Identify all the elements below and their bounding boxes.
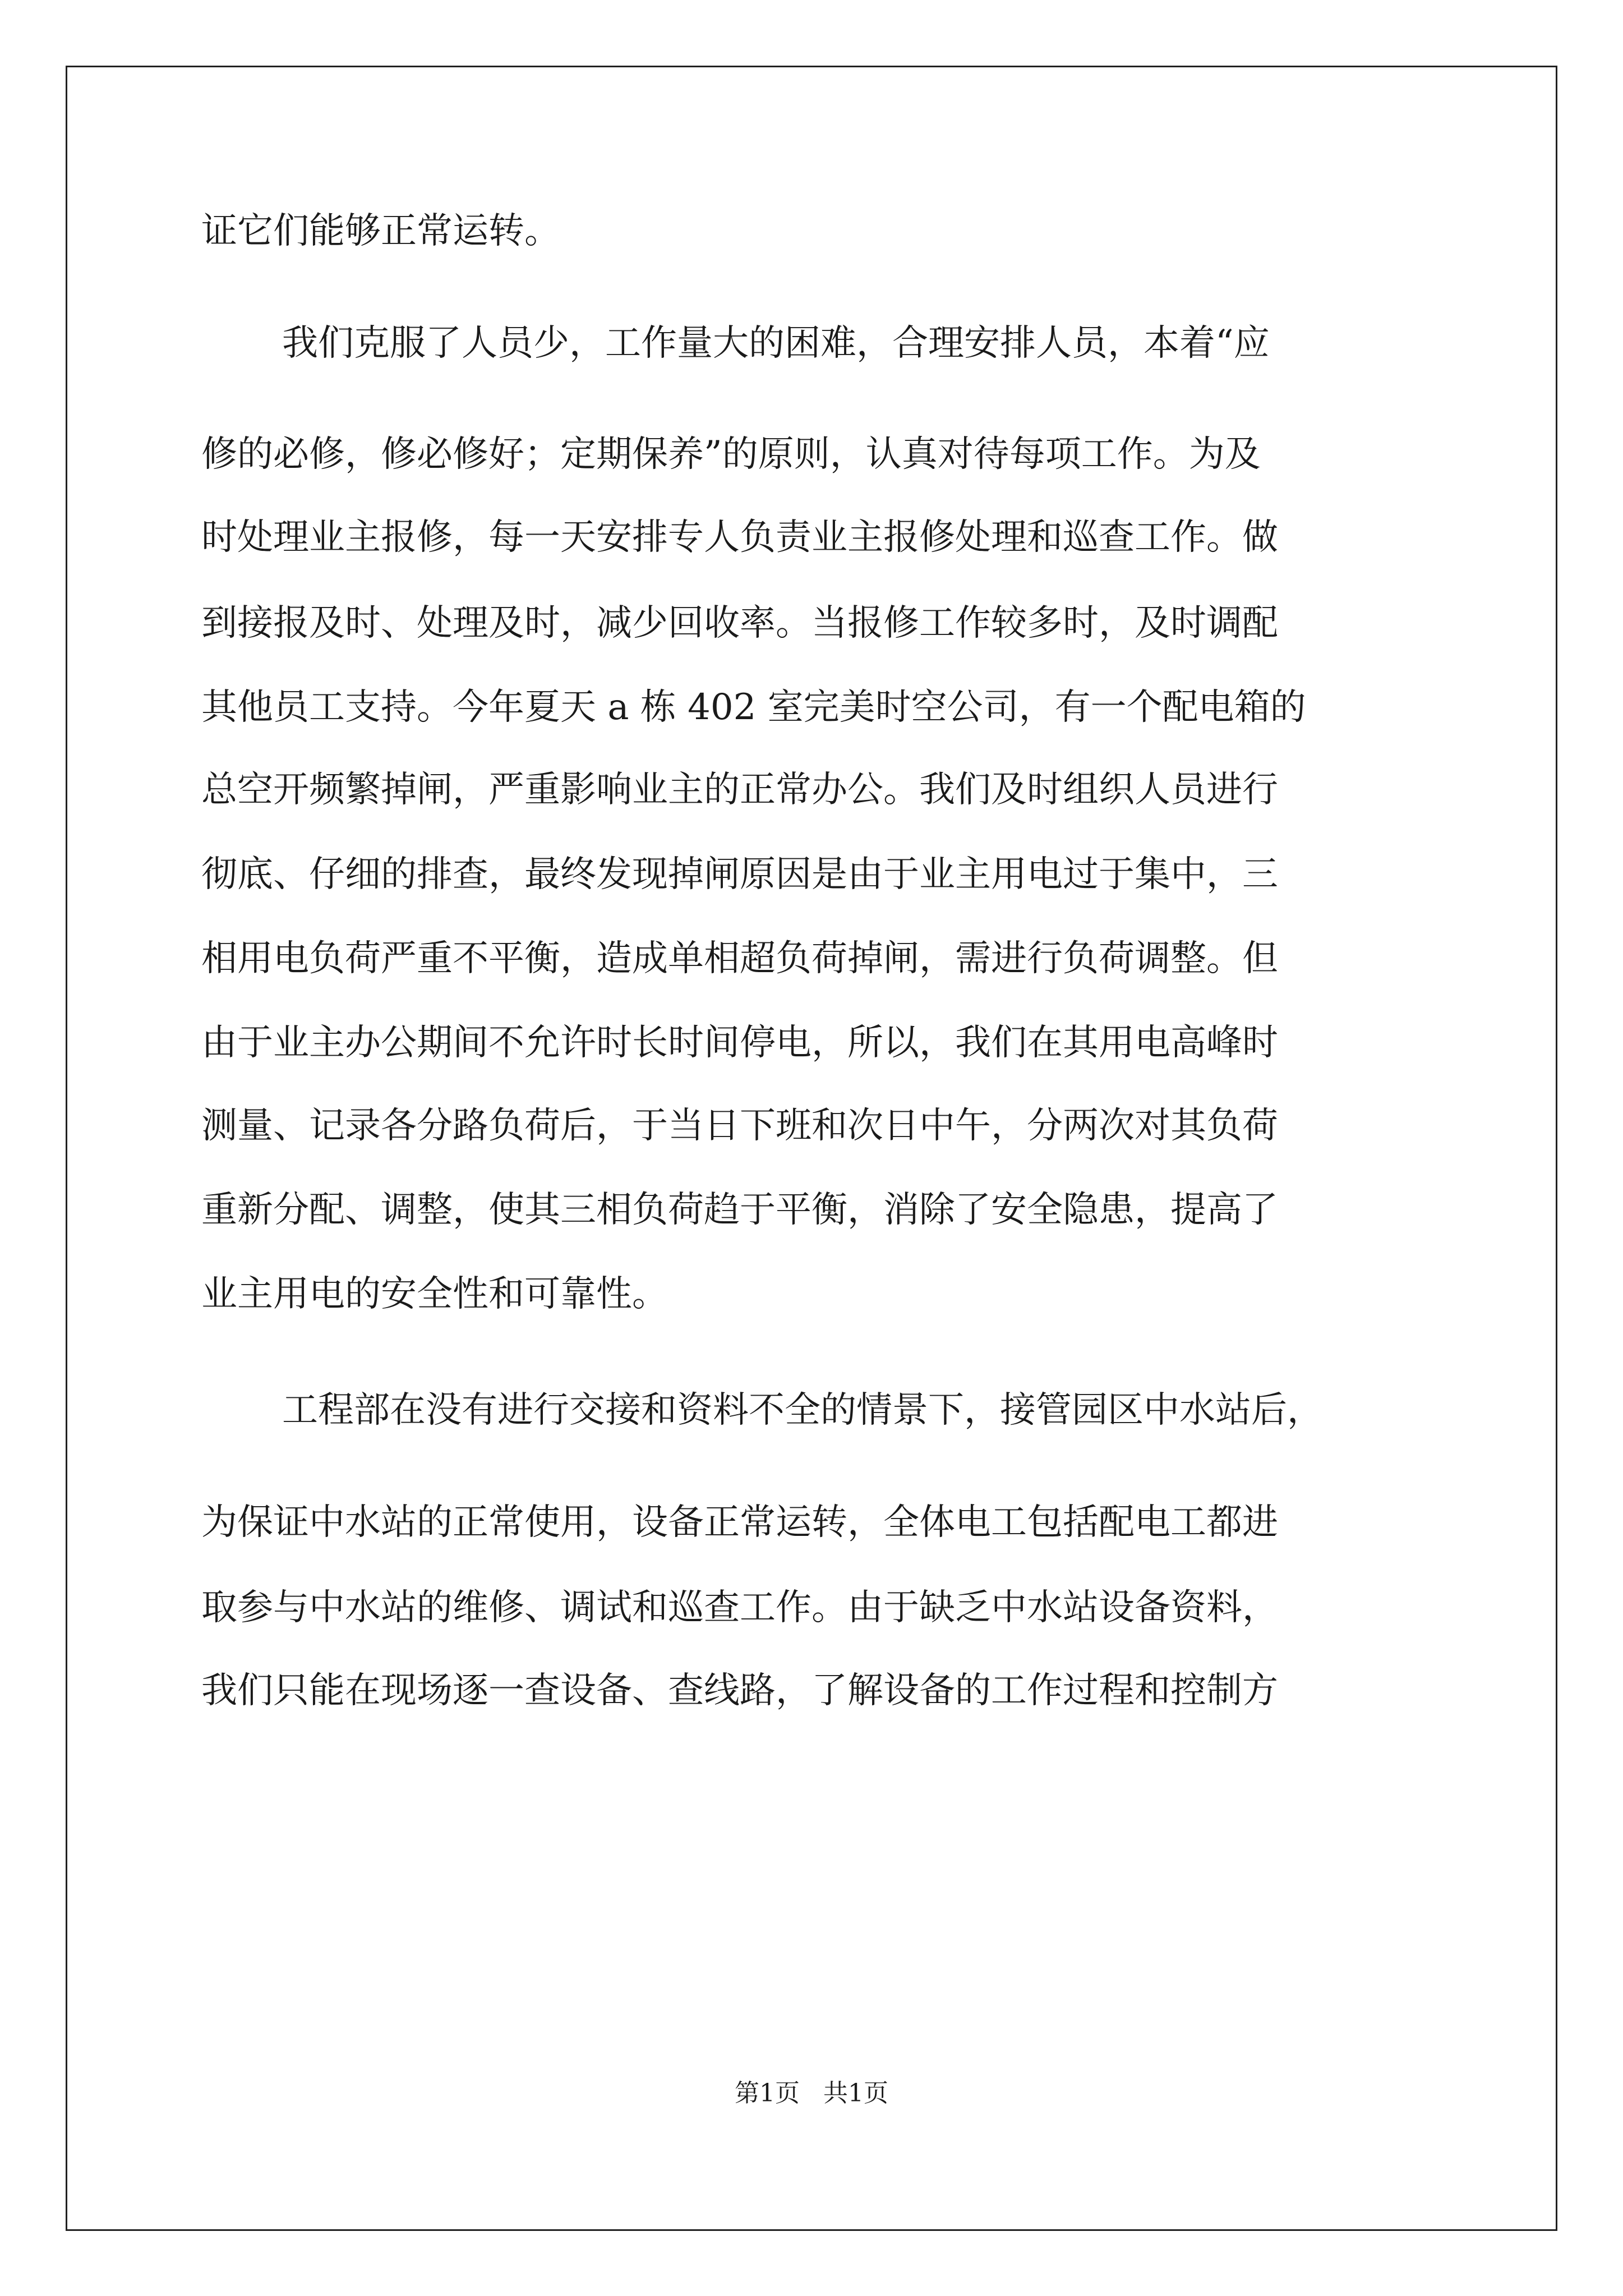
text-line: 重新分配、调整，使其三相负荷趋于平衡，消除了安全隐患，提高了 (201, 1189, 1278, 1231)
text-line: 彻底、仔细的排查，最终发现掉闸原因是由于业主用电过于集中，三 (201, 854, 1278, 895)
text-line: 工程部在没有进行交接和资料不全的情景下，接管园区中水站后， (282, 1389, 1323, 1431)
text-line: 测量、记录各分路负荷后，于当日下班和次日中午，分两次对其负荷 (201, 1105, 1278, 1147)
text-line: 时处理业主报修，每一天安排专人负责业主报修处理和巡查工作。做 (201, 517, 1278, 558)
text-line: 修的必修，修必修好；定期保养”的原则，认真对待每项工作。为及 (201, 434, 1261, 475)
page-border (66, 66, 1557, 2231)
text-line: 我们只能在现场逐一查设备、查线路，了解设备的工作过程和控制方 (201, 1670, 1278, 1711)
text-line: 到接报及时、处理及时，减少回收率。当报修工作较多时，及时调配 (201, 602, 1278, 644)
text-line: 总空开频繁掉闸，严重影响业主的正常办公。我们及时组织人员进行 (201, 769, 1278, 811)
text-line: 由于业主办公期间不允许时长时间停电，所以，我们在其用电高峰时 (201, 1022, 1278, 1064)
text-line: 取参与中水站的维修、调试和巡查工作。由于缺乏中水站设备资料， (201, 1587, 1278, 1628)
text-line: 证它们能够正常运转。 (201, 210, 560, 252)
text-line: 为保证中水站的正常使用，设备正常运转，全体电工包括配电工都进 (201, 1502, 1278, 1543)
text-line: 业主用电的安全性和可靠性。 (201, 1273, 668, 1315)
text-line: 其他员工支持。今年夏天 a 栋 402 室完美时空公司，有一个配电箱的 (201, 687, 1306, 728)
text-line: 我们克服了人员少，工作量大的困难，合理安排人员，本着“应 (282, 323, 1270, 364)
page-number-footer: 第1页 共1页 (735, 2079, 888, 2108)
text-line: 相用电负荷严重不平衡，造成单相超负荷掉闸，需进行负荷调整。但 (201, 938, 1278, 979)
